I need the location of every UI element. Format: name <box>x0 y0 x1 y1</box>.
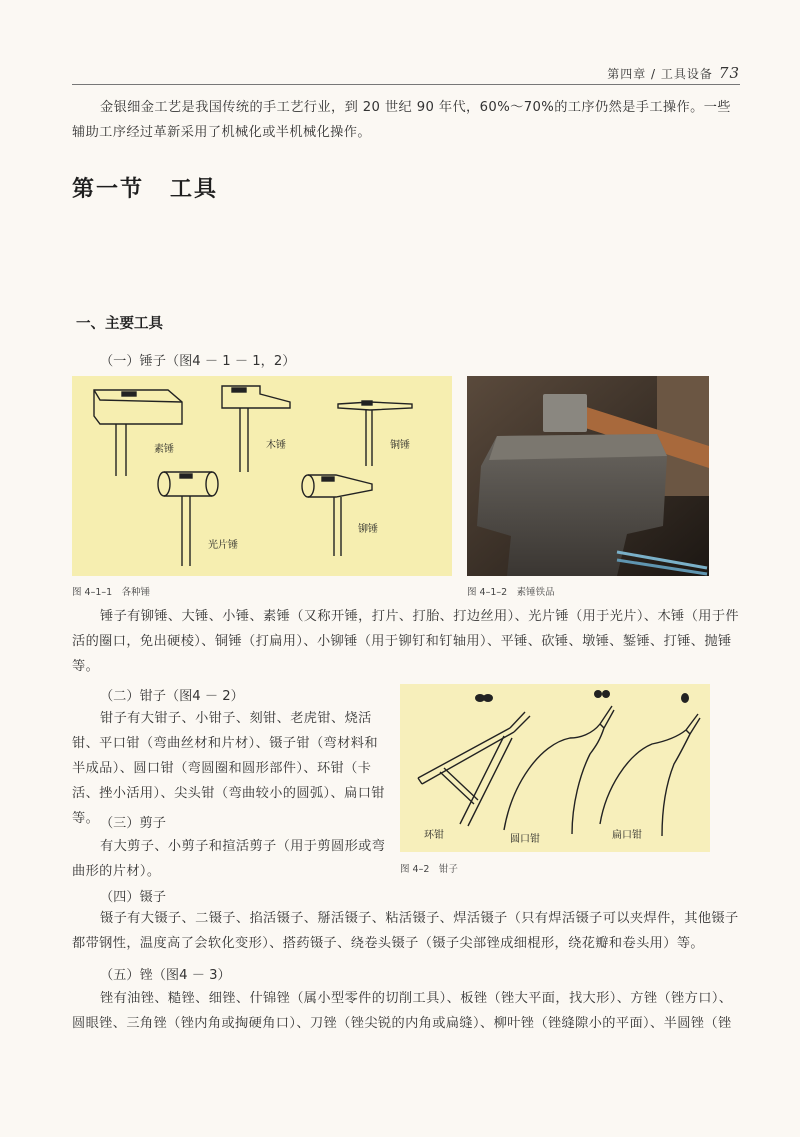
section-number: 第一节 <box>72 176 145 202</box>
tweezers-paragraph: 镊子有大镊子、二镊子、掐活镊子、掰活镊子、粘活镊子、焊活镊子（只有焊活镊子可以夹焊件，其他镊子都带钢性，温度高了会软化变形）、搭药镊子、绕卷头镊子（镊子尖部锉成细棍形，绕花瓣和卷头用）等。 <box>72 911 739 951</box>
header-rule <box>72 84 740 85</box>
section-title <box>72 172 218 203</box>
anvil-photo-drawing <box>467 376 709 576</box>
label-huan-pliers: 环钳 <box>424 830 444 841</box>
intro-paragraph: 金银细金工艺是我国传统的手工艺行业，到 20 世纪 90 年代，60%～70%的工序仍然是手工操作。一些辅助工序经过革新采用了机械化或半机械化操作。 <box>72 100 731 140</box>
tweezers-heading: （四）镊子 <box>100 890 166 905</box>
scissors-paragraph: 有大剪子、小剪子和揎活剪子（用于剪圆形或弯曲形的片材）。 <box>72 839 386 879</box>
guangpian-hammer-illustration <box>158 472 218 566</box>
biankou-pliers-illustration <box>600 714 700 836</box>
page-number: 73 <box>718 64 740 82</box>
label-guangpian-hammer: 光片锤 <box>208 540 238 551</box>
huan-pliers-illustration <box>418 712 530 826</box>
label-mu-hammer: 木锤 <box>266 440 286 451</box>
running-header <box>607 64 740 82</box>
pliers-heading: （二）钳子（图4 － 2） <box>100 689 244 704</box>
label-su-hammer: 素锤 <box>154 444 174 455</box>
file-paragraph: 锉有油锉、糙锉、细锉、什锦锉（属小型零件的切削工具）、板锉（锉大平面，找大形）、方锉（锉方口）、圆眼锉、三角锉（锉内角或掏硬角口）、刀锉（锉尖锐的内角或扁缝）、柳叶锉（锉缝隙小的平面）、半圆锉（锉 <box>72 991 733 1031</box>
mu-hammer-illustration <box>222 386 290 472</box>
figure-pliers <box>400 684 710 852</box>
tong-hammer-illustration <box>338 401 412 466</box>
scissors-heading: （三）剪子 <box>100 816 166 831</box>
su-hammer-illustration <box>94 390 182 476</box>
pliers-paragraph: 钳子有大钳子、小钳子、刻钳、老虎钳、烧活钳、平口钳（弯曲丝材和片材）、镊子钳（弯材料和半成品）、圆口钳（弯圆圈和圆形部件）、环钳（卡活、挫小活用）、尖头钳（弯曲较小的圆弧）、扁口钳等。 <box>72 711 385 826</box>
hammer-paragraph: 锤子有铆锤、大锤、小锤、素锤（又称开锤，打片、打胎、打边丝用）、光片锤（用于光片）、木锤（用于件活的圈口，免出硬棱）、铜锤（打扁用）、小铆锤（用于铆钉和钉轴用）、平锤、砍锤、墩锤、錾锤、打锤、抛锤等。 <box>72 609 739 674</box>
label-yuankou-pliers: 圆口钳 <box>510 834 540 845</box>
pliers-drawing <box>400 684 710 852</box>
mao-hammer-illustration <box>302 475 372 556</box>
file-heading: （五）锉（图4 － 3） <box>100 968 231 983</box>
figure-hammers <box>72 376 452 576</box>
chapter-title: 第四章 / 工具设备 <box>607 67 713 81</box>
caption-fig-4-1-2: 图 4–1–2 素锤铁品 <box>467 587 555 598</box>
label-mao-hammer: 铆锤 <box>358 524 378 535</box>
subsection-heading: 一、主要工具 <box>76 316 163 332</box>
section-name: 工具 <box>170 176 219 202</box>
caption-fig-4-1-1: 图 4–1–1 各种锤 <box>72 587 151 598</box>
hammer-heading: （一）锤子（图4 － 1 － 1，2） <box>100 354 296 369</box>
hammers-drawing <box>72 376 452 576</box>
label-biankou-pliers: 扁口钳 <box>612 830 642 841</box>
photo-anvil-hammer <box>467 376 709 576</box>
label-tong-hammer: 铜锤 <box>390 440 410 451</box>
caption-fig-4-2: 图 4–2 钳子 <box>400 864 458 875</box>
